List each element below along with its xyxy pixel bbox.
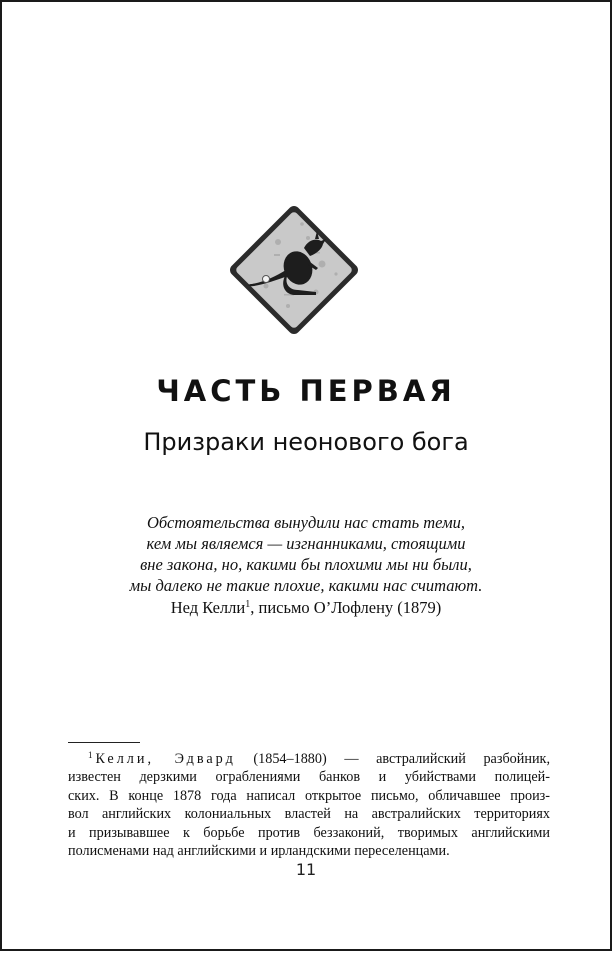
kangaroo-crossing-sign-icon — [218, 194, 370, 346]
footnote-reference[interactable]: 1 — [245, 599, 251, 610]
footnote-text: (1854–1880) — австралийский разбойник, — [235, 751, 550, 767]
footnote-mark: 1 — [88, 750, 93, 760]
epigraph-line: кем мы являемся — изгнанниками, стоящими — [146, 534, 466, 553]
footnote-line: ских. В конце 1878 года написал открытое письмо, обличавшее произ- — [68, 787, 550, 804]
footnote-divider — [68, 742, 140, 743]
footnote-line: и призывавшее к борьбе против беззаконий, творимых английскими — [68, 824, 550, 841]
epigraph — [2, 512, 610, 596]
part-title: Призраки неонового бога — [143, 428, 469, 456]
epigraph-line: Обстоятельства вынудили нас стать теми, — [147, 513, 465, 532]
page-number: 11 — [295, 860, 317, 879]
footnote-person-name: Келли, Эдвард — [95, 751, 236, 767]
footnote-line: известен дерзкими ограблениями банков и убийствами полицей- — [68, 769, 550, 786]
part-label: ЧАСТЬ ПЕРВАЯ — [156, 374, 456, 408]
footnote — [68, 746, 550, 860]
epigraph-line: вне закона, но, какими бы плохими мы ни были, — [140, 555, 472, 574]
footnote-line: полисменами над английскими и ирландскими переселенцами. — [68, 843, 450, 860]
epigraph-source — [2, 598, 610, 618]
epigraph-source-detail: , письмо О’Лофлену (1879) — [250, 598, 442, 617]
footnote-line: вол английских колониальных властей на австралийских территориях — [68, 806, 550, 823]
footnote-line — [68, 746, 550, 768]
epigraph-line: мы далеко не такие плохие, какими нас считают. — [129, 576, 483, 595]
epigraph-author: Нед Келли — [170, 598, 246, 617]
